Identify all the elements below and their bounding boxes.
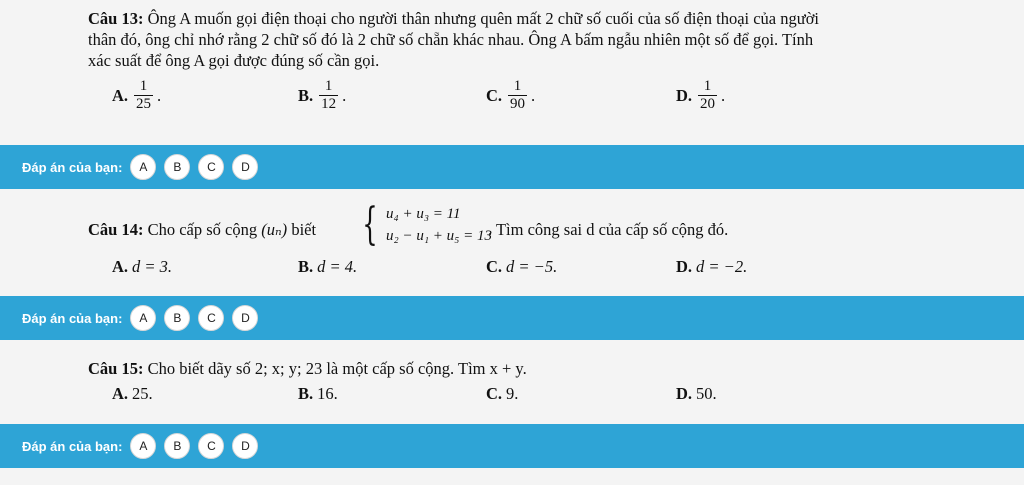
numerator: 1 — [513, 78, 522, 94]
q14-option-d — [676, 257, 747, 277]
answer-label: Đáp án của bạn: — [22, 438, 123, 454]
fraction — [319, 78, 338, 113]
option-value: d = −5. — [506, 257, 558, 276]
equation-1: u₄ + u₃ = 11 — [386, 206, 461, 222]
option-letter: A. — [112, 257, 129, 276]
option-letter: B. — [298, 384, 314, 403]
option-letter: A. — [112, 85, 129, 105]
option-value: d = −2. — [696, 257, 748, 276]
option-value: 25. — [132, 384, 153, 403]
q13-option-b: B. $\frac{1}{12}$ . — [298, 78, 347, 112]
question-14-after: . Tìm công sai d của cấp số cộng đó. — [488, 220, 729, 239]
question-15-label: Câu 15: — [88, 359, 144, 378]
option-value: d = 4. — [317, 257, 358, 276]
option-value: 9. — [506, 384, 519, 403]
question-13-line1: Ông A muốn gọi điện thoại cho người thân nhưng quên mất 2 chữ số cuối của số điện thoại của người — [147, 9, 820, 28]
option-value: d = 3. — [132, 257, 173, 276]
question-13-line3: xác suất để ông A gọi được đúng số cần gọi. — [88, 51, 380, 70]
answer-bar-13 — [0, 145, 1024, 189]
choice-b-button[interactable]: B — [164, 433, 190, 459]
question-15-text — [88, 358, 948, 379]
q15-option-d — [676, 384, 717, 404]
option-letter: D. — [676, 384, 693, 403]
equation-system — [356, 199, 493, 250]
numerator: 1 — [703, 78, 712, 94]
question-15-body: Cho biết dãy số 2; x; y; 23 là một cấp số cộng. Tìm x + y. — [147, 359, 527, 378]
question-14-tail — [488, 219, 788, 240]
denominator: 25 — [136, 96, 152, 112]
question-14-intro: Cho cấp số cộng — [147, 220, 258, 239]
equation-2: u₂ − u₁ + u₅ = 13 — [386, 228, 493, 244]
option-letter: A. — [112, 384, 129, 403]
brace-icon: { — [362, 199, 378, 250]
choice-d-button[interactable]: D — [232, 305, 258, 331]
answer-bar-15 — [0, 424, 1024, 468]
q15-option-b — [298, 384, 338, 404]
choice-a-button[interactable]: A — [130, 305, 156, 331]
option-value: 16. — [317, 384, 338, 403]
choice-b-button[interactable]: B — [164, 154, 190, 180]
option-letter: B. — [298, 85, 314, 105]
option-letter: D. — [676, 257, 693, 276]
choice-b-button[interactable]: B — [164, 305, 190, 331]
fraction — [698, 78, 717, 113]
q13-option-a: A. $\frac{1}{25}$ . — [112, 78, 162, 112]
q15-option-a — [112, 384, 153, 404]
answer-label: Đáp án của bạn: — [22, 159, 123, 175]
question-14-text — [88, 219, 358, 240]
choice-c-button[interactable]: C — [198, 305, 224, 331]
fraction — [134, 78, 153, 113]
choice-d-button[interactable]: D — [232, 433, 258, 459]
choice-c-button[interactable]: C — [198, 433, 224, 459]
answer-label: Đáp án của bạn: — [22, 310, 123, 326]
question-13-text — [88, 8, 948, 71]
denominator: 90 — [510, 96, 526, 112]
option-letter: D. — [676, 85, 693, 105]
denominator: 20 — [700, 96, 716, 112]
q14-option-b — [298, 257, 357, 277]
fraction — [508, 78, 527, 113]
q14-option-c — [486, 257, 557, 277]
question-14-label: Câu 14: — [88, 220, 144, 239]
option-letter: C. — [486, 85, 503, 105]
choice-a-button[interactable]: A — [130, 154, 156, 180]
choice-a-button[interactable]: A — [130, 433, 156, 459]
q14-option-a — [112, 257, 172, 277]
numerator: 1 — [139, 78, 148, 94]
option-value: 50. — [696, 384, 717, 403]
question-13-line2: thân đó, ông chỉ nhớ rằng 2 chữ số đó là 2 chữ số chẵn khác nhau. Ông A bấm ngẫu nhiên một số để gọi. Tính — [88, 30, 814, 49]
option-letter: B. — [298, 257, 314, 276]
question-13-label: Câu 13: — [88, 9, 144, 28]
choice-c-button[interactable]: C — [198, 154, 224, 180]
q13-option-c: C. $\frac{1}{90}$ . — [486, 78, 536, 112]
question-14-biet: biết — [291, 220, 317, 239]
option-letter: C. — [486, 384, 503, 403]
option-letter: C. — [486, 257, 503, 276]
denominator: 12 — [321, 96, 337, 112]
q15-option-c — [486, 384, 518, 404]
sequence-symbol: (uₙ) — [261, 220, 288, 239]
q13-option-d: D. $\frac{1}{20}$ . — [676, 78, 726, 112]
choice-d-button[interactable]: D — [232, 154, 258, 180]
answer-bar-14 — [0, 296, 1024, 340]
numerator: 1 — [324, 78, 333, 94]
